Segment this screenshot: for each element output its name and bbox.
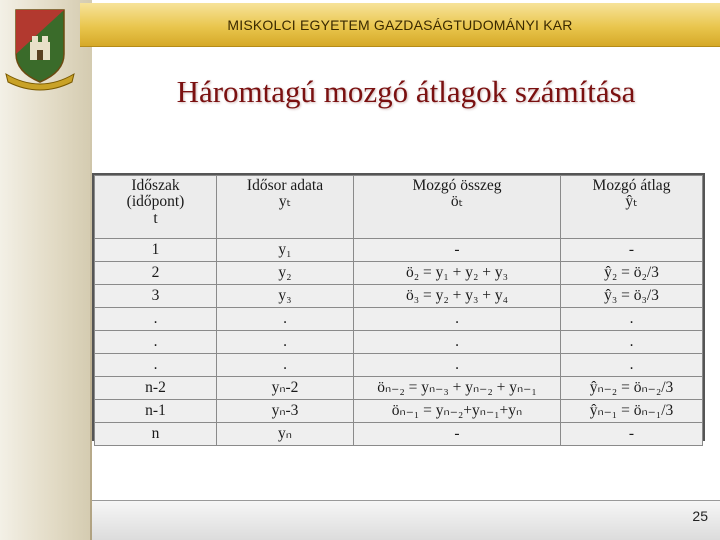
table-row: [95, 308, 703, 331]
moving-average-table: [92, 173, 705, 441]
column-header-moving-sum: [354, 176, 561, 239]
table-cell: ŷ₃ = ö₃/3: [561, 285, 703, 308]
table-row: [95, 262, 703, 285]
table-cell: y₁: [217, 239, 354, 262]
table-header-row: [95, 176, 703, 239]
header-text: Idősor adata: [246, 177, 324, 194]
table-cell: 2: [95, 262, 217, 285]
table-cell: n-1: [95, 400, 217, 423]
table-cell: -: [561, 423, 703, 446]
header-text: Mozgó átlag: [592, 177, 671, 194]
table-cell: yₙ: [217, 423, 354, 446]
table-row: [95, 285, 703, 308]
table-cell: 1: [95, 239, 217, 262]
table-cell: .: [561, 331, 703, 354]
table-cell: yₙ-2: [217, 377, 354, 400]
header-text: (időpont): [126, 193, 185, 211]
table-cell: n: [95, 423, 217, 446]
table-cell: y₃: [217, 285, 354, 308]
column-header-period: [95, 176, 217, 239]
university-crest-logo: [2, 2, 78, 92]
table-cell: .: [95, 331, 217, 354]
table-cell: .: [561, 308, 703, 331]
table-cell: ŷₙ₋₂ = öₙ₋₂/3: [561, 377, 703, 400]
table-cell: .: [95, 308, 217, 331]
table-cell: ŷₙ₋₁ = öₙ₋₁/3: [561, 400, 703, 423]
table-cell: -: [354, 239, 561, 262]
table-row: [95, 377, 703, 400]
footer-bar: [92, 501, 720, 540]
table-row: [95, 354, 703, 377]
table-cell: .: [561, 354, 703, 377]
table-cell: .: [217, 354, 354, 377]
table-cell: ö₃ = y₂ + y₃ + y₄: [354, 285, 561, 308]
table-row: [95, 423, 703, 446]
page-title: Háromtagú mozgó átlagok számítása: [176, 74, 636, 109]
header-text: Mozgó összeg: [412, 177, 502, 194]
header-text: ŷₜ: [625, 193, 638, 211]
table-cell: y₂: [217, 262, 354, 285]
table-cell: n-2: [95, 377, 217, 400]
table-cell: -: [561, 239, 703, 262]
table-cell: öₙ₋₁ = yₙ₋₂+yₙ₋₁+yₙ: [354, 400, 561, 423]
header-text: yₜ: [278, 193, 292, 211]
table-cell: öₙ₋₂ = yₙ₋₃ + yₙ₋₂ + yₙ₋₁: [354, 377, 561, 400]
table-cell: .: [95, 354, 217, 377]
table-cell: -: [354, 423, 561, 446]
table-cell: .: [354, 308, 561, 331]
header-text: Időszak: [131, 177, 180, 194]
table-cell: ŷ₂ = ö₂/3: [561, 262, 703, 285]
table-cell: .: [354, 331, 561, 354]
header-text: öₜ: [450, 193, 464, 211]
table-cell: 3: [95, 285, 217, 308]
table-cell: ö₂ = y₁ + y₂ + y₃: [354, 262, 561, 285]
header-text: t: [153, 209, 158, 227]
page-number: 25: [692, 508, 708, 524]
table-cell: .: [217, 308, 354, 331]
table-row: [95, 400, 703, 423]
institution-name: MISKOLCI EGYETEM GAZDASÁGTUDOMÁNYI KAR: [227, 16, 573, 33]
table-cell: .: [354, 354, 561, 377]
column-header-data: [217, 176, 354, 239]
header-bar: [80, 3, 720, 47]
column-header-moving-average: [561, 176, 703, 239]
table-row: [95, 239, 703, 262]
table-cell: yₙ-3: [217, 400, 354, 423]
table-cell: .: [217, 331, 354, 354]
table-row: [95, 331, 703, 354]
